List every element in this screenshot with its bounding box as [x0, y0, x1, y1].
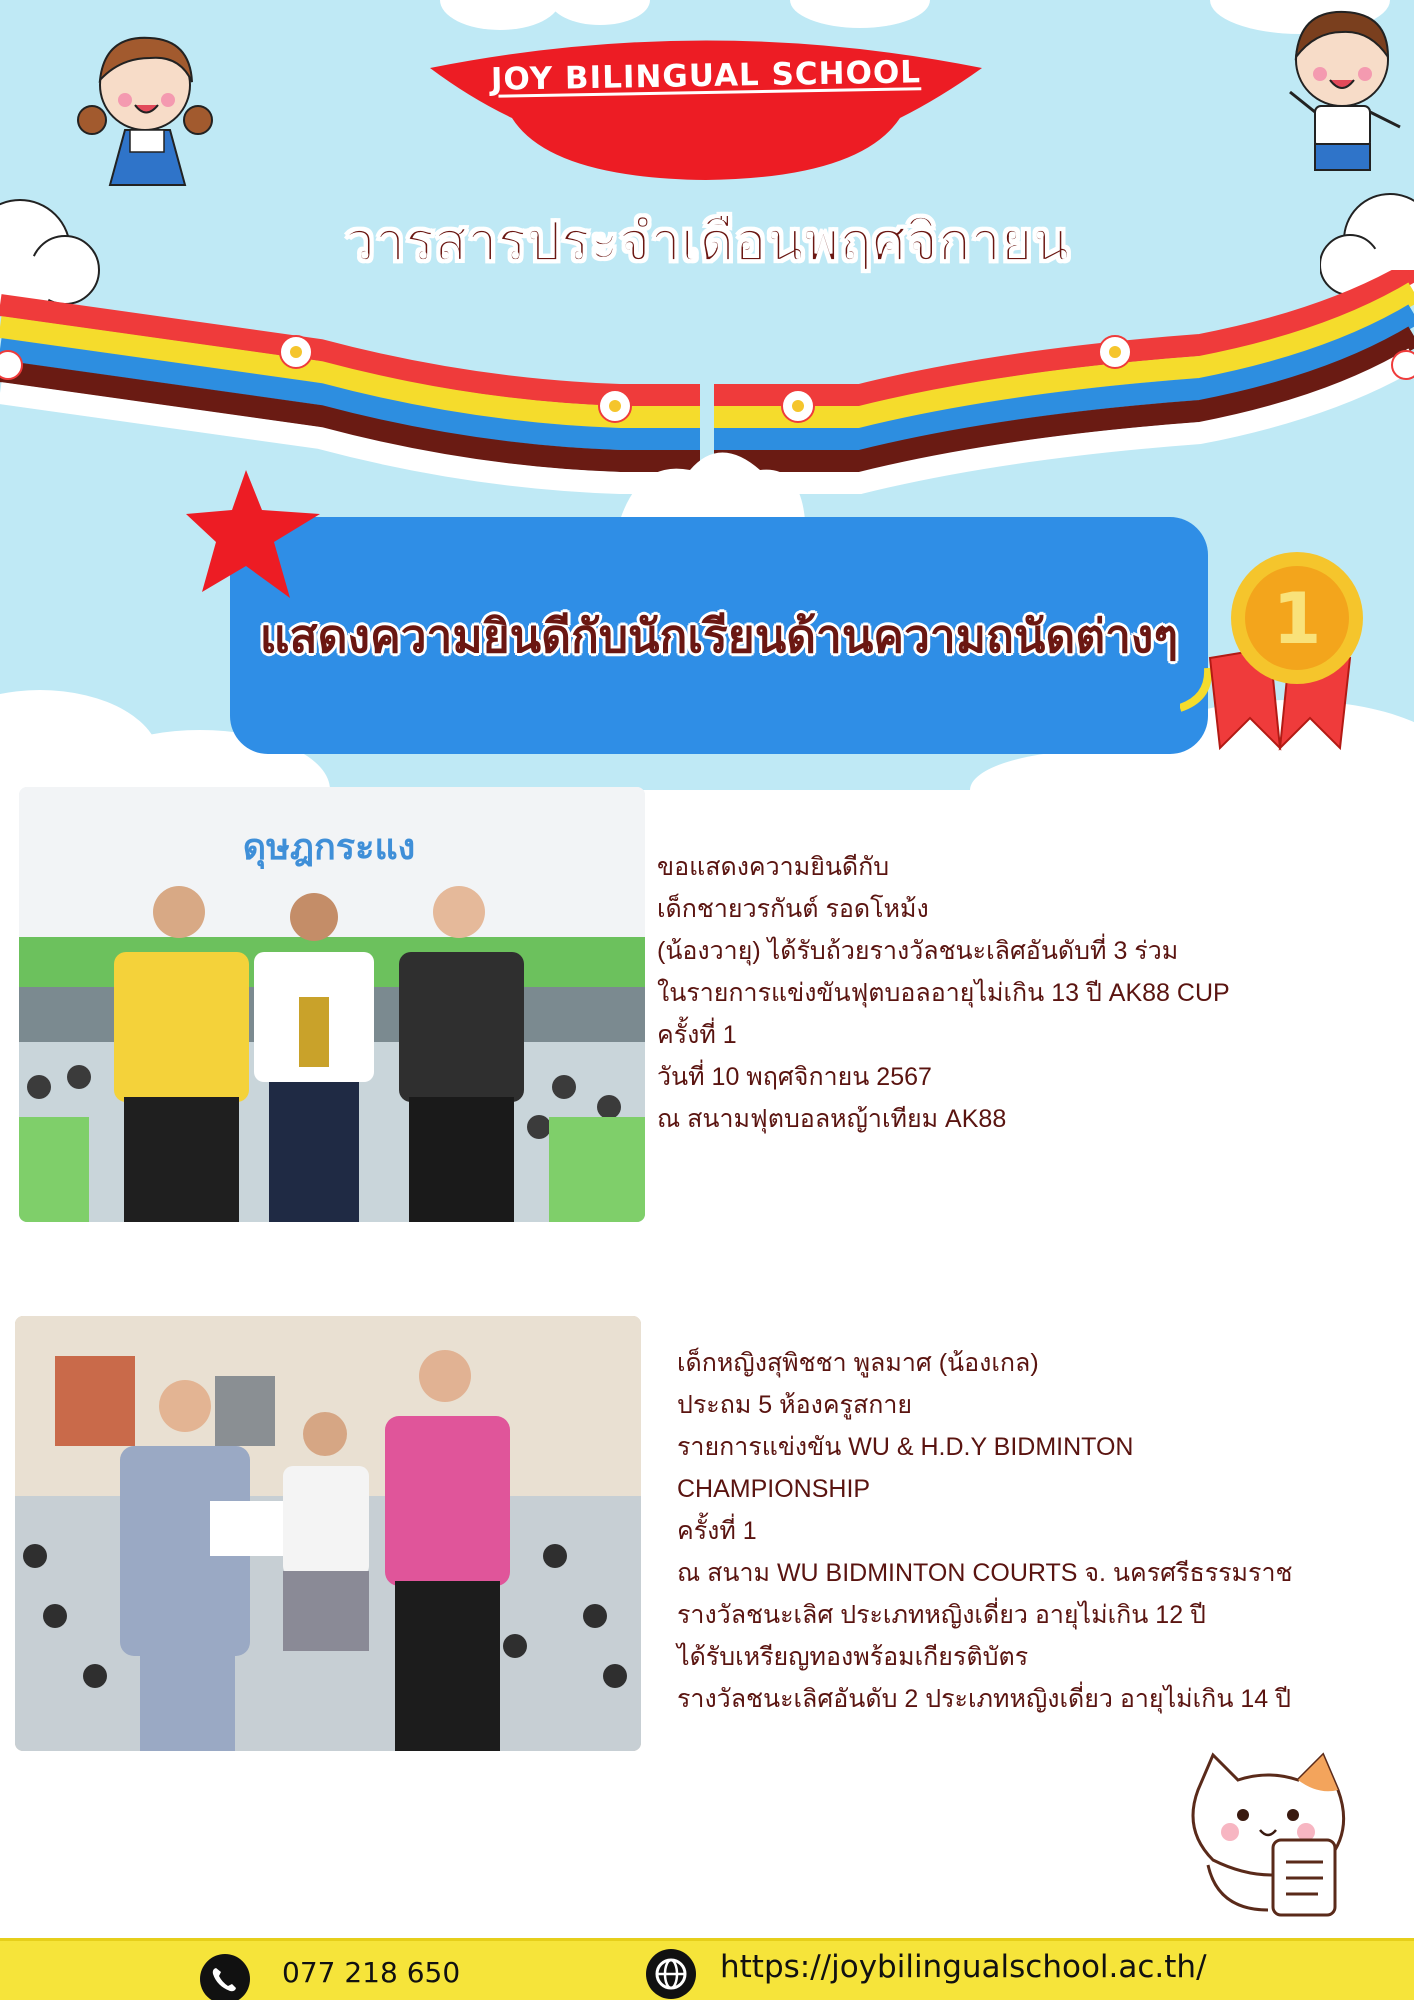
- gold-medal-icon: [1180, 548, 1380, 758]
- boy-character-illustration: [1270, 2, 1410, 187]
- article-2-line: รางวัลชนะเลิศ ประเภทหญิงเดี่ยว อายุไม่เกิน 12 ปี: [677, 1601, 1206, 1629]
- article-1-line: ในรายการแข่งขันฟุตบอลอายุไม่เกิน 13 ปี AK88 CUP: [657, 979, 1230, 1007]
- article-1-text: [657, 846, 1230, 1140]
- phone-number[interactable]: 077 218 650: [282, 1956, 461, 1989]
- website-link[interactable]: https://joybilingualschool.ac.th/: [720, 1949, 1207, 1985]
- article-1-photo: [19, 787, 645, 1222]
- article-1-line: ขอแสดงความยินดีกับ: [657, 853, 890, 881]
- article-2-line: ครั้งที่ 1: [677, 1517, 757, 1545]
- girl-character-illustration: [70, 20, 230, 205]
- article-2-line: รางวัลชนะเลิศอันดับ 2 ประเภทหญิงเดี่ยว อายุไม่เกิน 14 ปี: [677, 1685, 1291, 1713]
- school-name-ribbon: [430, 28, 982, 188]
- article-2-line: รายการแข่งขัน WU & H.D.Y BIDMINTON: [677, 1433, 1134, 1461]
- article-2-line: ณ สนาม WU BIDMINTON COURTS จ. นครศรีธรรมราช: [677, 1559, 1293, 1587]
- star-icon: [186, 470, 320, 598]
- school-name: JOY BILINGUAL SCHOOL: [490, 54, 922, 98]
- article-2-line: CHAMPIONSHIP: [677, 1475, 871, 1503]
- article-2-line: ได้รับเหรียญทองพร้อมเกียรติบัตร: [677, 1643, 1029, 1671]
- cat-mascot-illustration: [1178, 1750, 1360, 1920]
- globe-icon: [646, 1949, 696, 1999]
- medal-number: 1: [1272, 578, 1322, 660]
- article-2-text: [677, 1342, 1292, 1720]
- header-section: [0, 0, 1414, 790]
- photo-sign-text: ดุษฎกระแง: [242, 827, 416, 868]
- article-1-line: วันที่ 10 พฤศจิกายน 2567: [657, 1063, 932, 1091]
- newsletter-title: วารสารประจำเดือนพฤศจิกายน: [344, 210, 1070, 273]
- article-1-line: (น้องวายุ) ได้รับถ้วยรางวัลชนะเลิศอันดับที่ 3 ร่วม: [657, 937, 1179, 965]
- article-2-line: เด็กหญิงสุพิชชา พูลมาศ (น้องเกล): [677, 1349, 1039, 1377]
- article-1-line: ครั้งที่ 1: [657, 1021, 737, 1049]
- article-2-line: ประถม 5 ห้องครูสกาย: [677, 1391, 913, 1419]
- article-1-line: เด็กชายวรกันต์ รอดโหม้ง: [657, 895, 929, 923]
- article-2-photo: [15, 1316, 641, 1751]
- congratulations-banner-text: แสดงความยินดีกับนักเรียนด้านความถนัดต่างๆ: [259, 609, 1179, 663]
- phone-icon: [200, 1954, 250, 2000]
- footer-contact-bar: [0, 1938, 1414, 2000]
- article-1-line: ณ สนามฟุตบอลหญ้าเทียม AK88: [657, 1105, 1007, 1133]
